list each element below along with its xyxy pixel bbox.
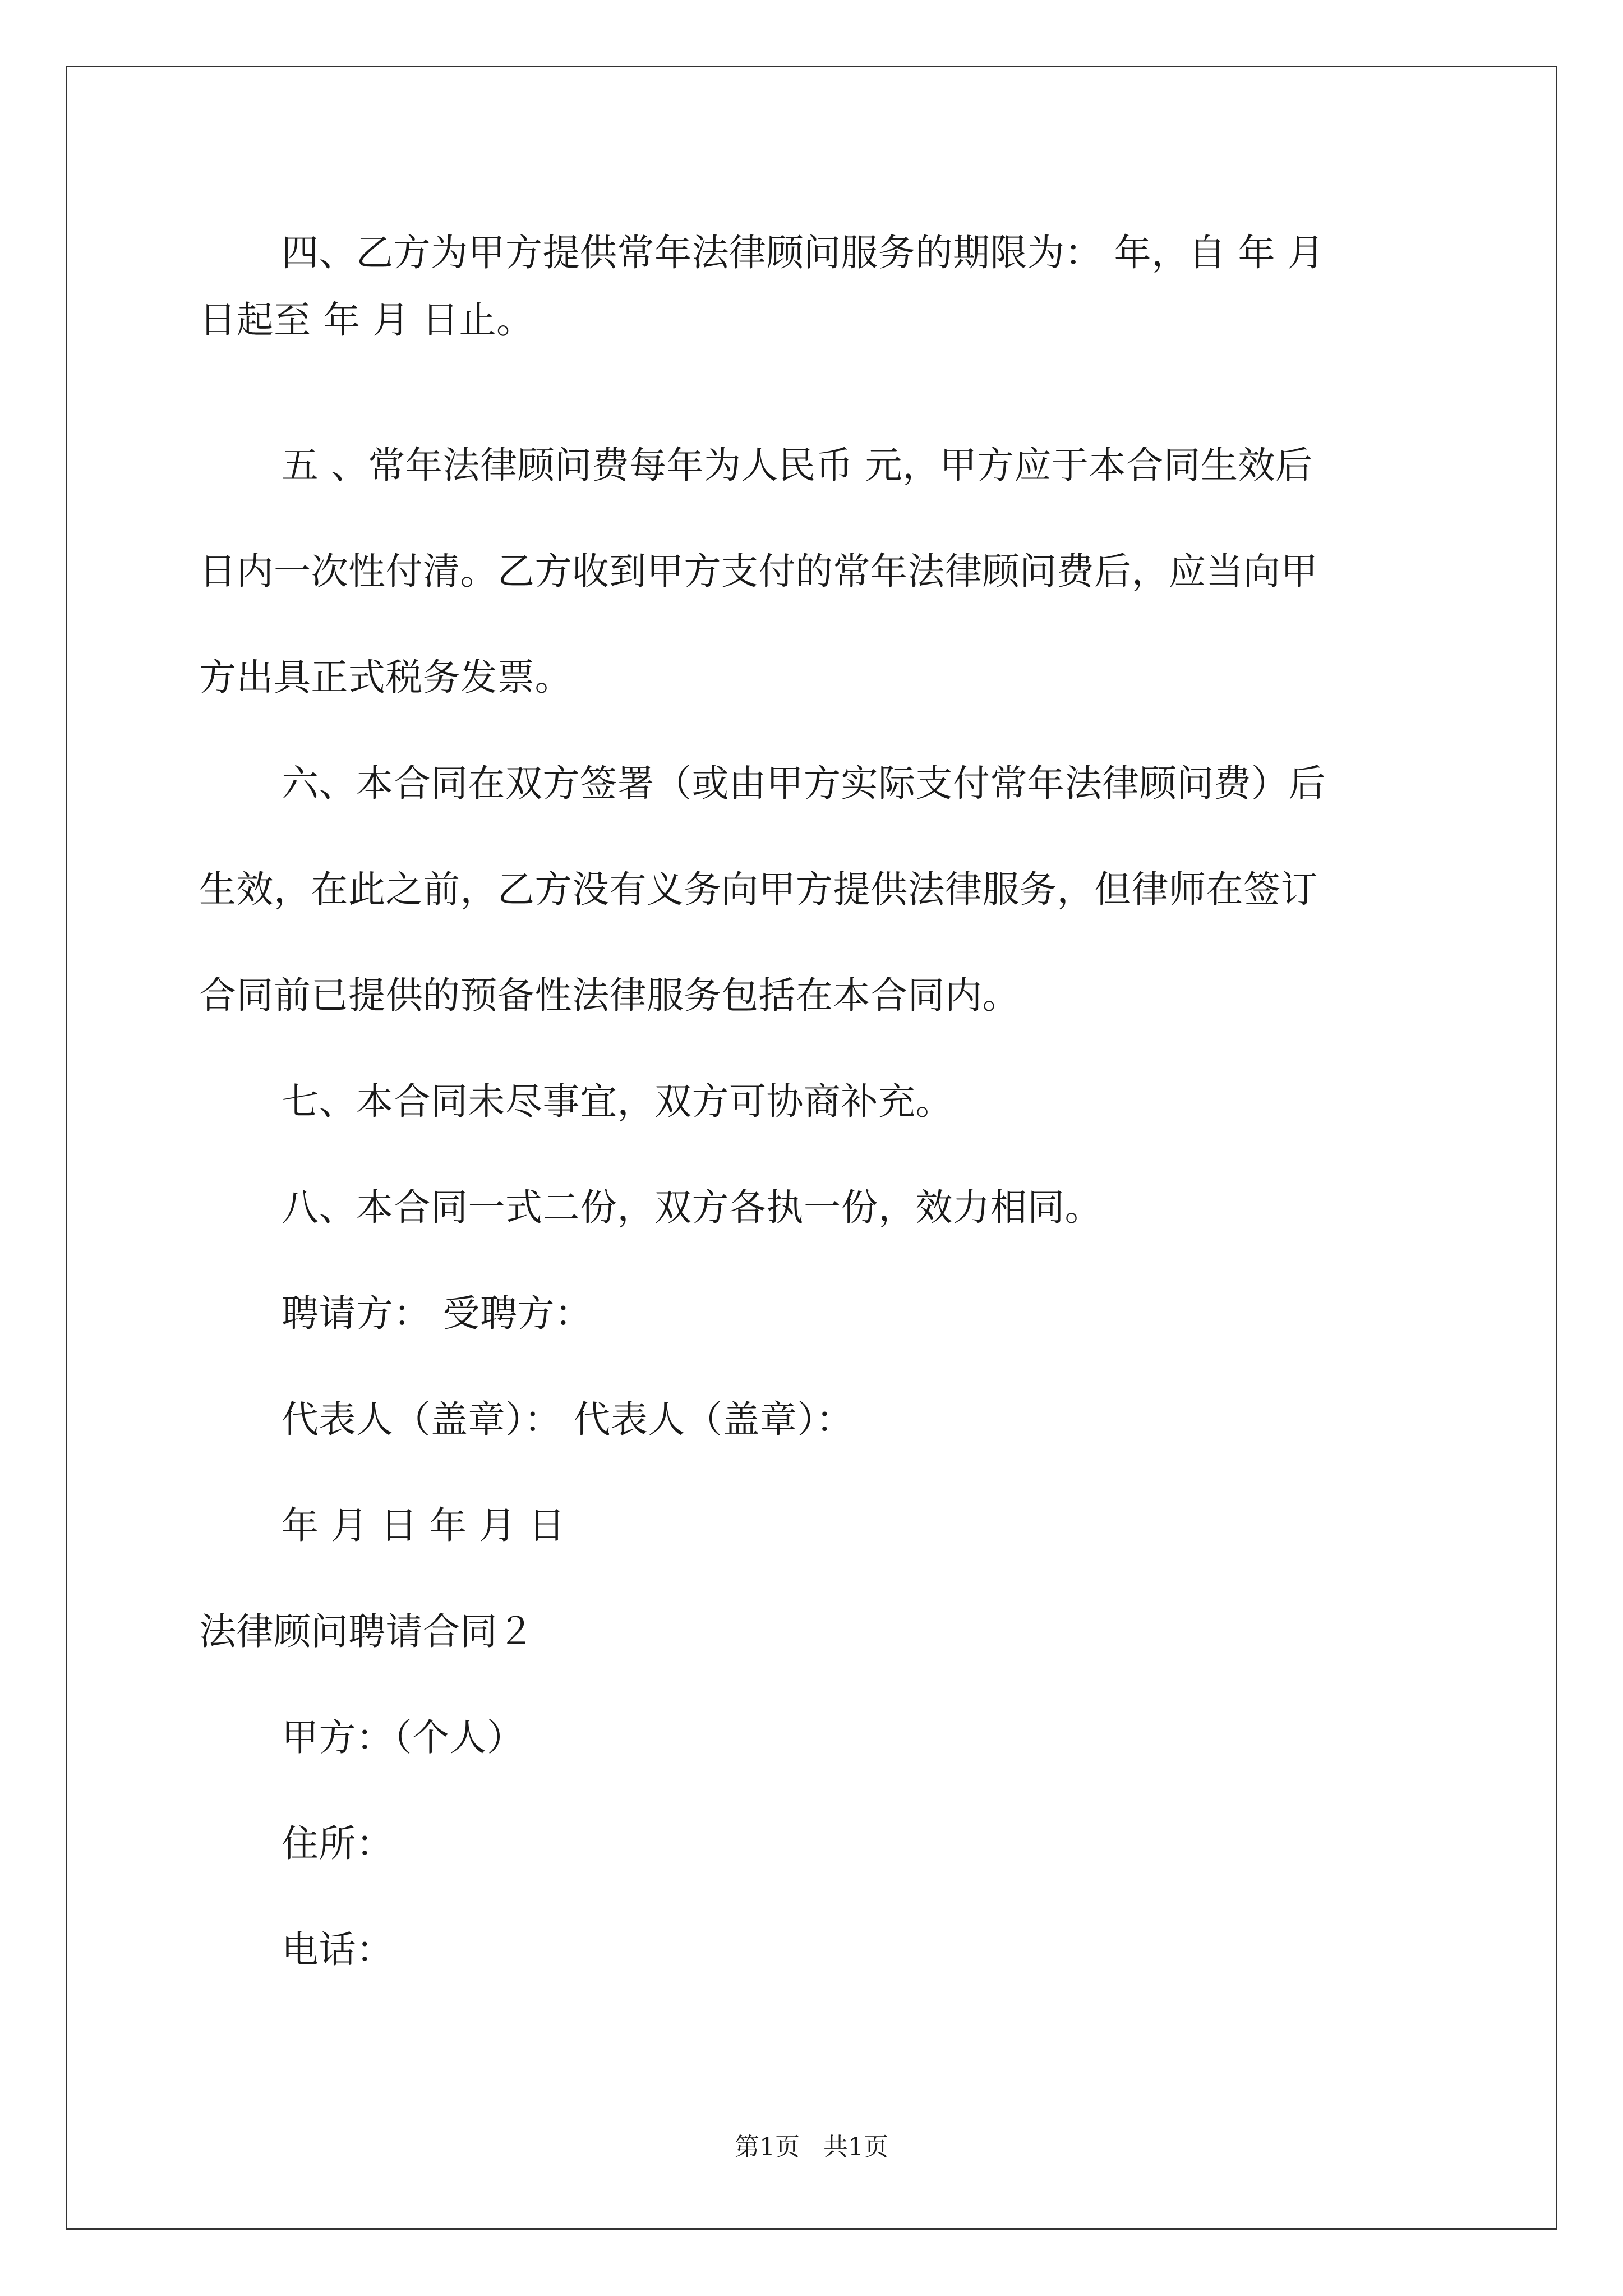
clause-6-line-1: 六、本合同在双方签署（或由甲方实际支付常年法律顾问费）后 <box>282 762 1326 805</box>
page-border <box>66 66 1557 2230</box>
clause-8: 八、本合同一式二份，双方各执一份，效力相同。 <box>282 1186 1102 1229</box>
party-a-label: 甲方：（个人） <box>282 1716 524 1759</box>
clause-7: 七、本合同未尽事宜，双方可协商补充。 <box>282 1080 953 1123</box>
clause-5-line-1: 五 、常年法律顾问费每年为人民币 元，甲方应于本合同生效后 <box>282 444 1313 487</box>
clause-6-line-2: 生效，在此之前，乙方没有义务向甲方提供法律服务，但律师在签订 <box>199 868 1318 911</box>
clause-4-line-2: 日起至 年 月 日止。 <box>199 298 534 342</box>
clause-5-line-2: 日内一次性付清。乙方收到甲方支付的常年法律顾问费后，应当向甲 <box>199 550 1318 593</box>
phone-label: 电话： <box>282 1928 394 1971</box>
contract-2-title: 法律顾问聘请合同２ <box>199 1610 535 1653</box>
representatives-seal: 代表人（盖章）： 代表人（盖章）： <box>282 1398 854 1441</box>
signing-parties: 聘请方： 受聘方： <box>282 1292 592 1335</box>
clause-4-line-1: 四、乙方为甲方提供常年法律顾问服务的期限为： 年，自 年 月 <box>282 231 1325 274</box>
page-number-footer: 第1页 共1页 <box>735 2133 888 2161</box>
clause-6-line-3: 合同前已提供的预备性法律服务包括在本合同内。 <box>199 974 1020 1017</box>
signing-dates: 年 月 日 年 月 日 <box>282 1504 566 1547</box>
clause-5-line-3: 方出具正式税务发票。 <box>199 656 572 699</box>
address-label: 住所： <box>282 1822 394 1865</box>
